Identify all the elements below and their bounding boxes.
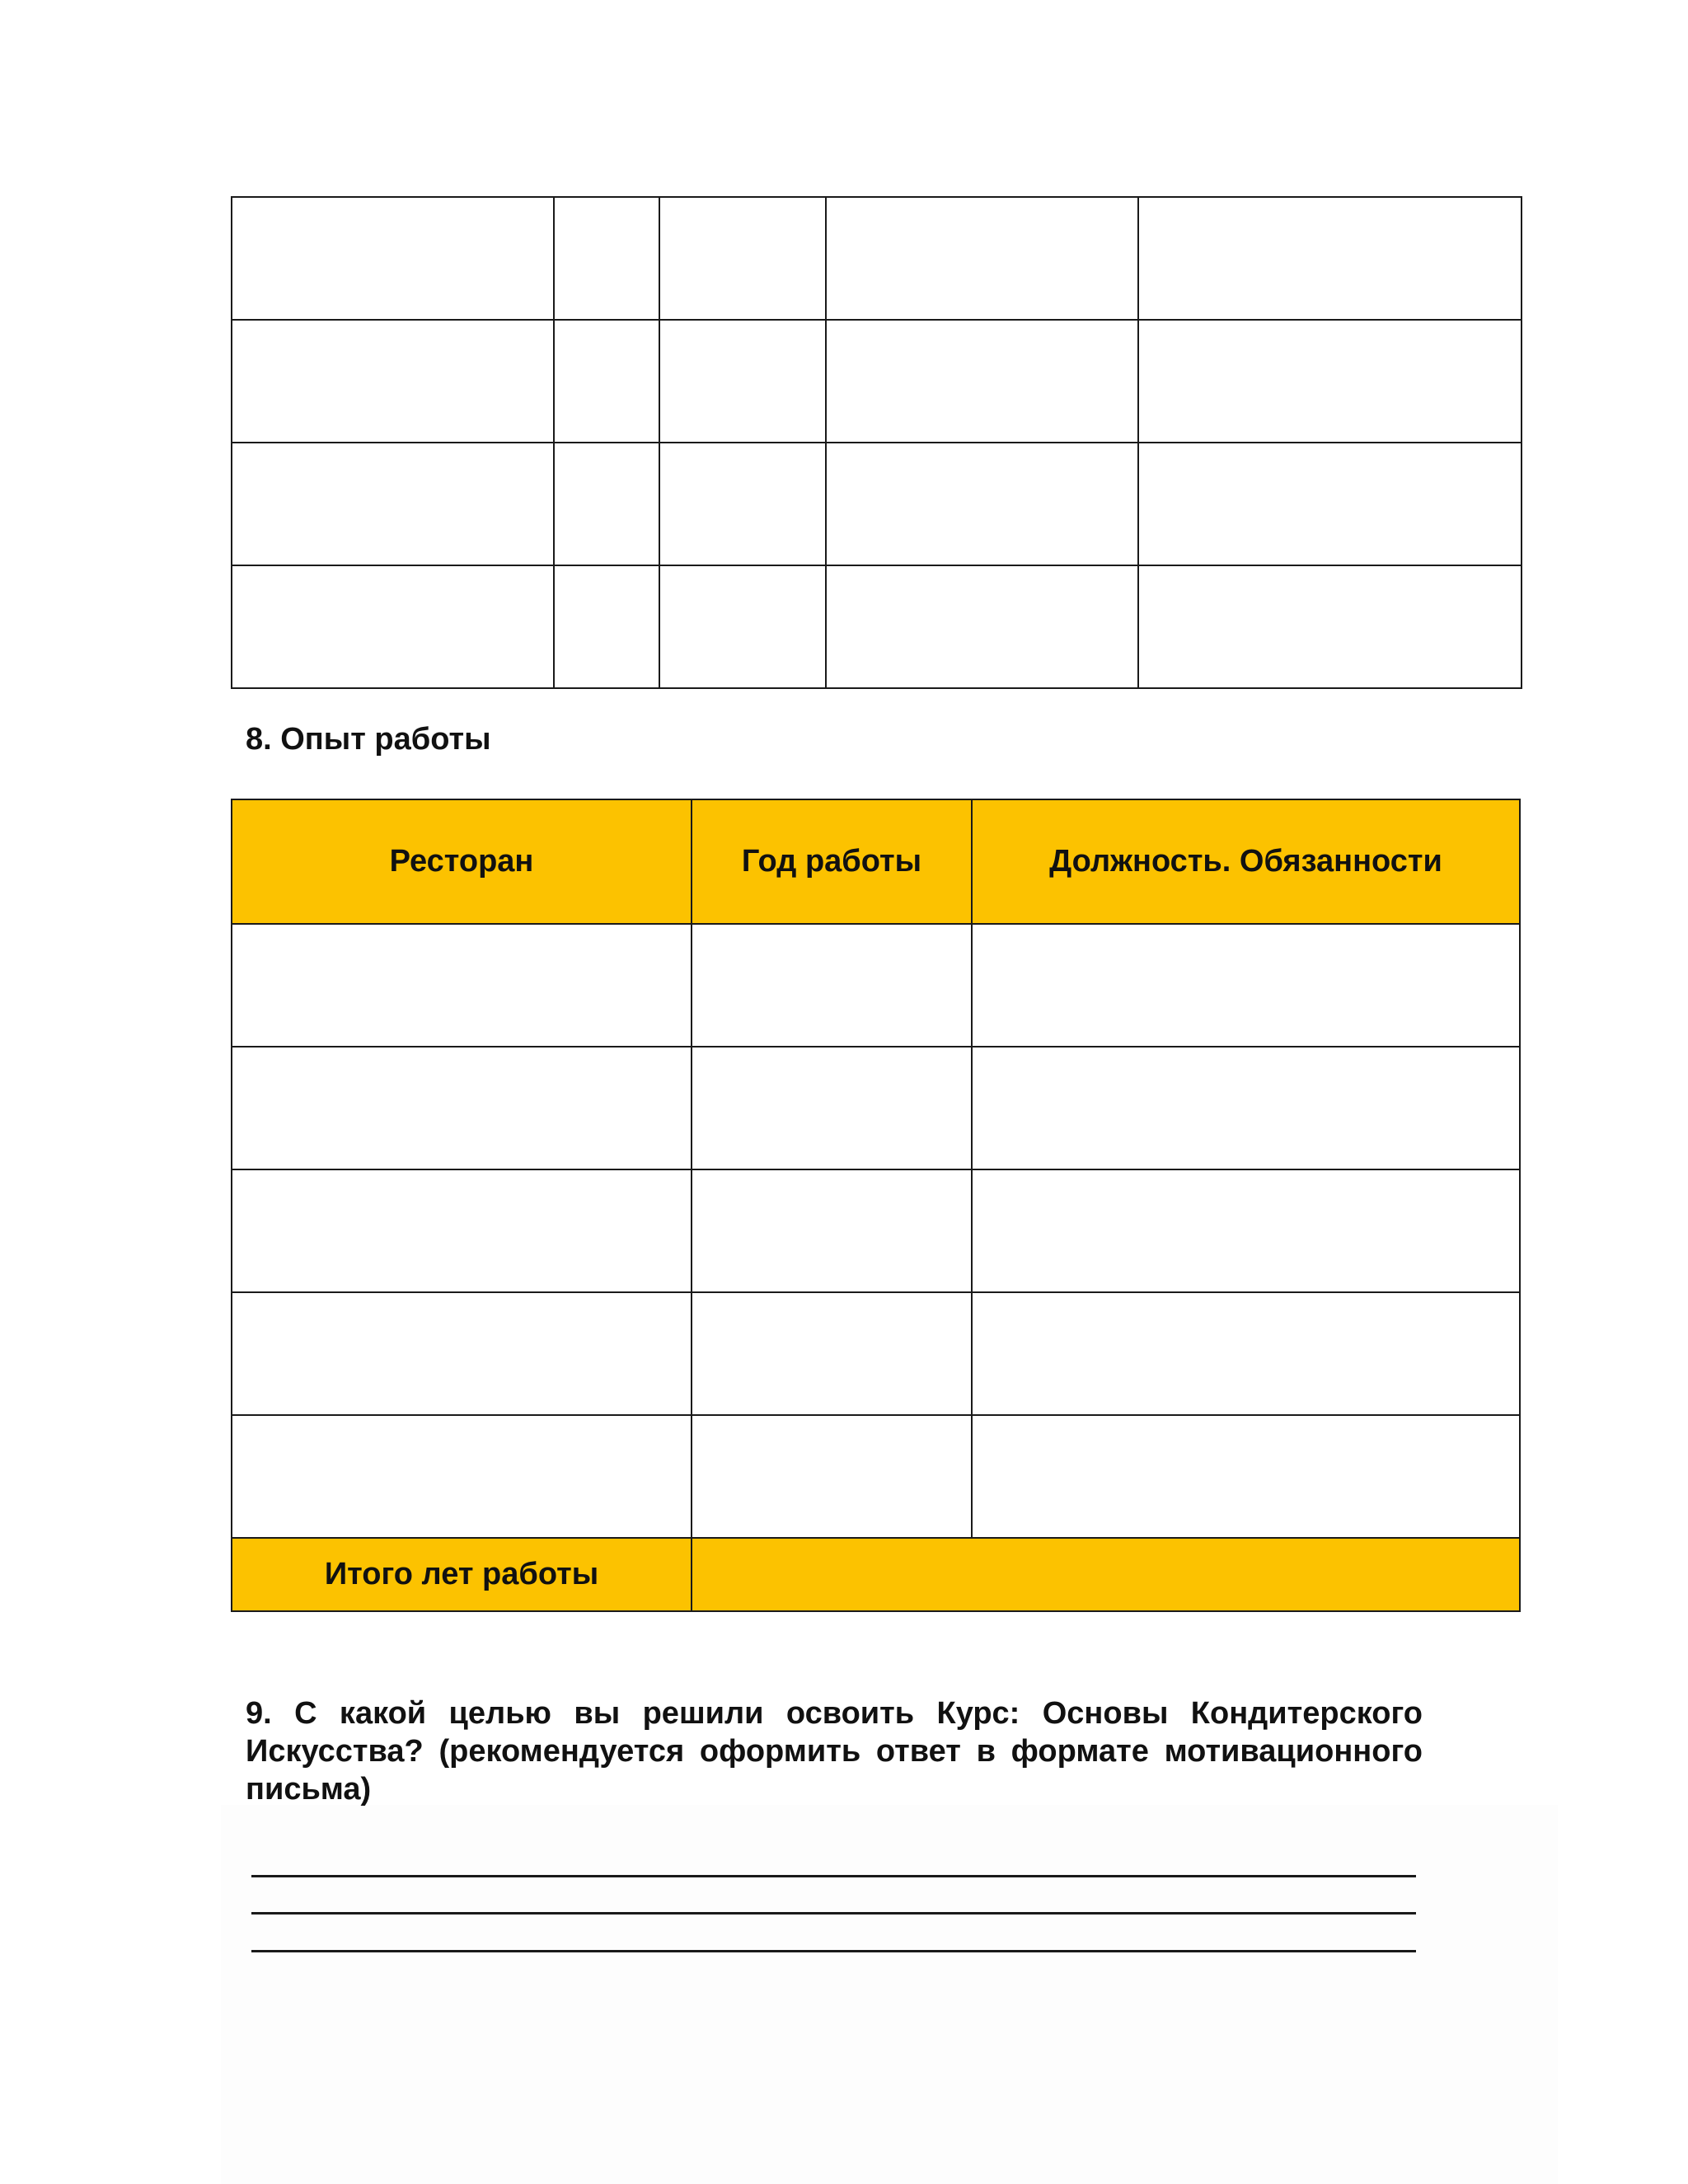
restaurant-cell[interactable] bbox=[232, 1415, 692, 1538]
column-header-year: Год работы bbox=[692, 799, 972, 924]
table-cell[interactable] bbox=[659, 320, 826, 443]
position-cell[interactable] bbox=[972, 1415, 1520, 1538]
table-cell[interactable] bbox=[232, 197, 554, 320]
answer-line[interactable] bbox=[251, 1912, 1416, 1915]
column-header-restaurant: Ресторан bbox=[232, 799, 692, 924]
table-cell[interactable] bbox=[232, 565, 554, 688]
table-row bbox=[232, 1169, 1520, 1292]
table-row bbox=[232, 1292, 1520, 1415]
table-row bbox=[232, 197, 1522, 320]
table-cell[interactable] bbox=[554, 320, 659, 443]
table-cell[interactable] bbox=[826, 443, 1138, 565]
table-cell[interactable] bbox=[659, 443, 826, 565]
table-cell[interactable] bbox=[554, 197, 659, 320]
table-row bbox=[232, 1047, 1520, 1169]
restaurant-cell[interactable] bbox=[232, 1292, 692, 1415]
year-cell[interactable] bbox=[692, 1292, 972, 1415]
page-shade bbox=[221, 1805, 1558, 2184]
table-cell[interactable] bbox=[232, 443, 554, 565]
table-cell[interactable] bbox=[826, 320, 1138, 443]
table-cell[interactable] bbox=[232, 320, 554, 443]
table-cell[interactable] bbox=[826, 197, 1138, 320]
column-header-position: Должность. Обязанности bbox=[972, 799, 1520, 924]
restaurant-cell[interactable] bbox=[232, 924, 692, 1047]
section-8-heading: 8. Опыт работы bbox=[246, 722, 491, 757]
table-header-row bbox=[232, 799, 1520, 924]
work-experience-table bbox=[231, 799, 1521, 1612]
answer-line[interactable] bbox=[251, 1875, 1416, 1877]
year-cell[interactable] bbox=[692, 1169, 972, 1292]
total-row bbox=[232, 1538, 1520, 1611]
year-cell[interactable] bbox=[692, 1415, 972, 1538]
table-row bbox=[232, 320, 1522, 443]
position-cell[interactable] bbox=[972, 1169, 1520, 1292]
year-cell[interactable] bbox=[692, 1047, 972, 1169]
table-cell[interactable] bbox=[659, 197, 826, 320]
table-row bbox=[232, 924, 1520, 1047]
table-cell[interactable] bbox=[554, 443, 659, 565]
restaurant-cell[interactable] bbox=[232, 1047, 692, 1169]
total-years-label: Итого лет работы bbox=[232, 1538, 692, 1611]
answer-line[interactable] bbox=[251, 1950, 1416, 1952]
section-9-question: 9. С какой целью вы решили освоить Курс: Основы Кондитерского Искусства? (рекомендуется оформить ответ в формате мотивационного письма) bbox=[246, 1696, 1423, 1807]
year-cell[interactable] bbox=[692, 924, 972, 1047]
table-row bbox=[232, 1415, 1520, 1538]
table-cell[interactable] bbox=[1138, 320, 1522, 443]
position-cell[interactable] bbox=[972, 1292, 1520, 1415]
restaurant-cell[interactable] bbox=[232, 1169, 692, 1292]
table-cell[interactable] bbox=[826, 565, 1138, 688]
table-cell[interactable] bbox=[1138, 565, 1522, 688]
table-cell[interactable] bbox=[659, 565, 826, 688]
total-years-value[interactable] bbox=[692, 1538, 1520, 1611]
table-cell[interactable] bbox=[1138, 197, 1522, 320]
table-row bbox=[232, 443, 1522, 565]
table-row bbox=[232, 565, 1522, 688]
previous-section-table bbox=[231, 196, 1522, 689]
table-cell[interactable] bbox=[1138, 443, 1522, 565]
table-cell[interactable] bbox=[554, 565, 659, 688]
position-cell[interactable] bbox=[972, 924, 1520, 1047]
position-cell[interactable] bbox=[972, 1047, 1520, 1169]
